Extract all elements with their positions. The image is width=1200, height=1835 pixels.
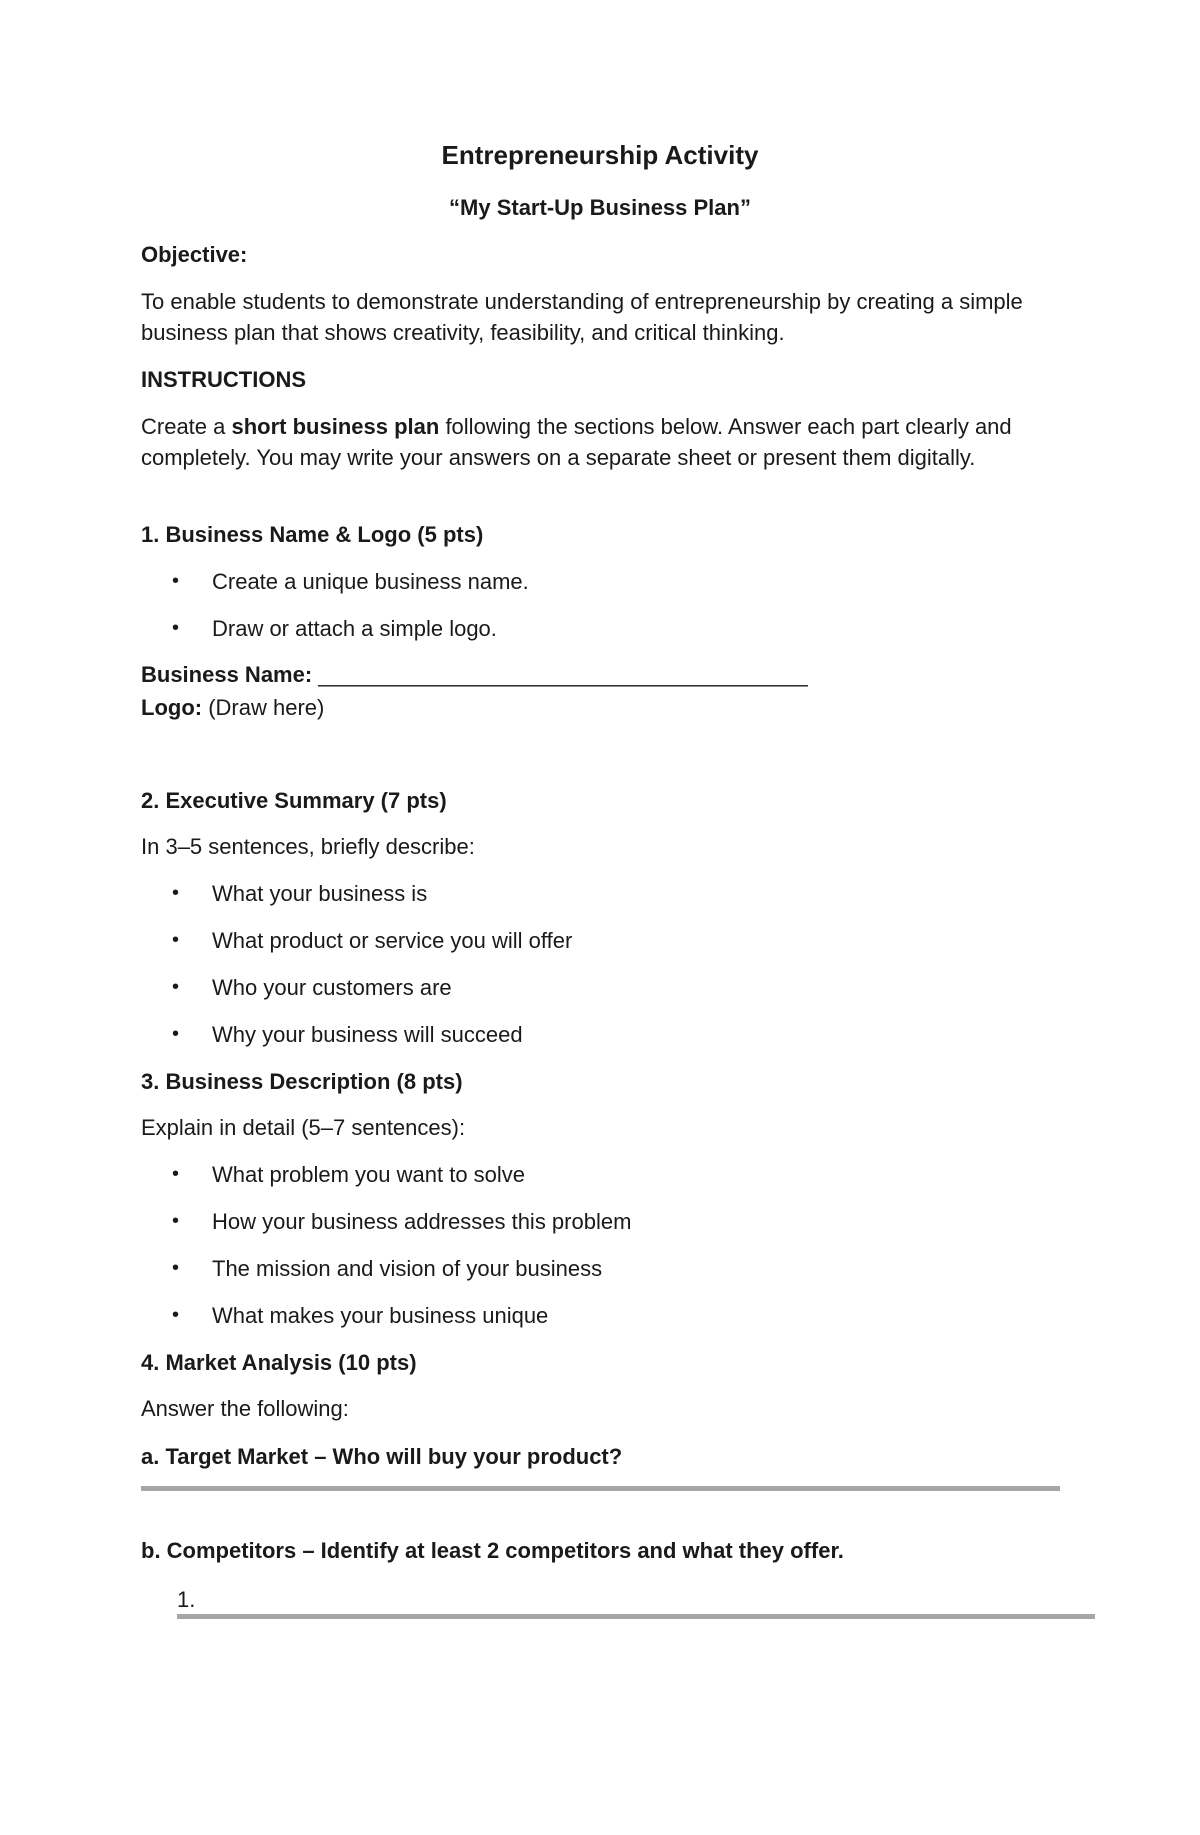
section-2-item: Who your customers are — [212, 975, 452, 1000]
section-1-item: Create a unique business name. — [212, 569, 529, 594]
bullet-glyph: • — [172, 570, 180, 592]
logo-line — [141, 695, 324, 721]
competitor-1-answer-line[interactable] — [177, 1614, 1095, 1619]
business-name-blank[interactable]: ________________________________________ — [318, 662, 808, 687]
document-subtitle: “My Start-Up Business Plan” — [449, 195, 751, 220]
section-2-heading: 2. Executive Summary (7 pts) — [141, 788, 447, 813]
instructions-text-end: following the sections below. Answer each part clearly and completely. You may write your answers on a separate sheet or present them digitally. — [141, 414, 1012, 470]
section-4-heading: 4. Market Analysis (10 pts) — [141, 1350, 417, 1375]
section-3-item: What makes your business unique — [212, 1303, 549, 1328]
section-2-item: What product or service you will offer — [212, 928, 573, 953]
part-a-answer-line[interactable] — [141, 1486, 1060, 1491]
section-3-item: How your business addresses this problem — [212, 1209, 632, 1234]
instructions-heading: INSTRUCTIONS — [141, 367, 306, 392]
instructions-text-bold: short business plan — [231, 414, 440, 439]
section-3-intro: Explain in detail (5–7 sentences): — [141, 1115, 466, 1140]
business-name-line — [141, 662, 808, 688]
section-3-heading: 3. Business Description (8 pts) — [141, 1069, 463, 1094]
section-2-item: Why your business will succeed — [212, 1022, 523, 1047]
section-3-item: What problem you want to solve — [212, 1162, 526, 1187]
bullet-glyph: • — [172, 1304, 180, 1326]
competitor-1-number: 1. — [177, 1587, 196, 1612]
bullet-glyph: • — [172, 1163, 180, 1185]
objective-text: To enable students to demonstrate understanding of entrepreneurship by creating a simple business plan that shows creativity, feasibility, and critical thinking. — [141, 289, 1023, 345]
logo-hint: (Draw here) — [202, 695, 325, 720]
section-2-intro: In 3–5 sentences, briefly describe: — [141, 834, 475, 859]
section-2-item: What your business is — [212, 881, 428, 906]
document-title: Entrepreneurship Activity — [441, 140, 759, 170]
bullet-glyph: • — [172, 1210, 180, 1232]
bullet-glyph: • — [172, 929, 180, 951]
bullet-glyph: • — [172, 617, 180, 639]
objective-heading: Objective: — [141, 242, 248, 267]
part-a-question: a. Target Market – Who will buy your product? — [141, 1444, 623, 1469]
business-name-label: Business Name: — [141, 662, 319, 687]
instructions-text — [141, 411, 1041, 473]
logo-label: Logo: — [141, 695, 203, 720]
bullet-glyph: • — [172, 1257, 180, 1279]
part-b-question: b. Competitors – Identify at least 2 competitors and what they offer. — [141, 1538, 844, 1563]
bullet-glyph: • — [172, 1023, 180, 1045]
bullet-glyph: • — [172, 882, 180, 904]
section-1-heading: 1. Business Name & Logo (5 pts) — [141, 522, 484, 547]
bullet-glyph: • — [172, 976, 180, 998]
instructions-text-start: Create a — [141, 414, 232, 439]
section-4-intro: Answer the following: — [141, 1396, 349, 1421]
section-1-item: Draw or attach a simple logo. — [212, 616, 497, 641]
section-3-item: The mission and vision of your business — [212, 1256, 603, 1281]
